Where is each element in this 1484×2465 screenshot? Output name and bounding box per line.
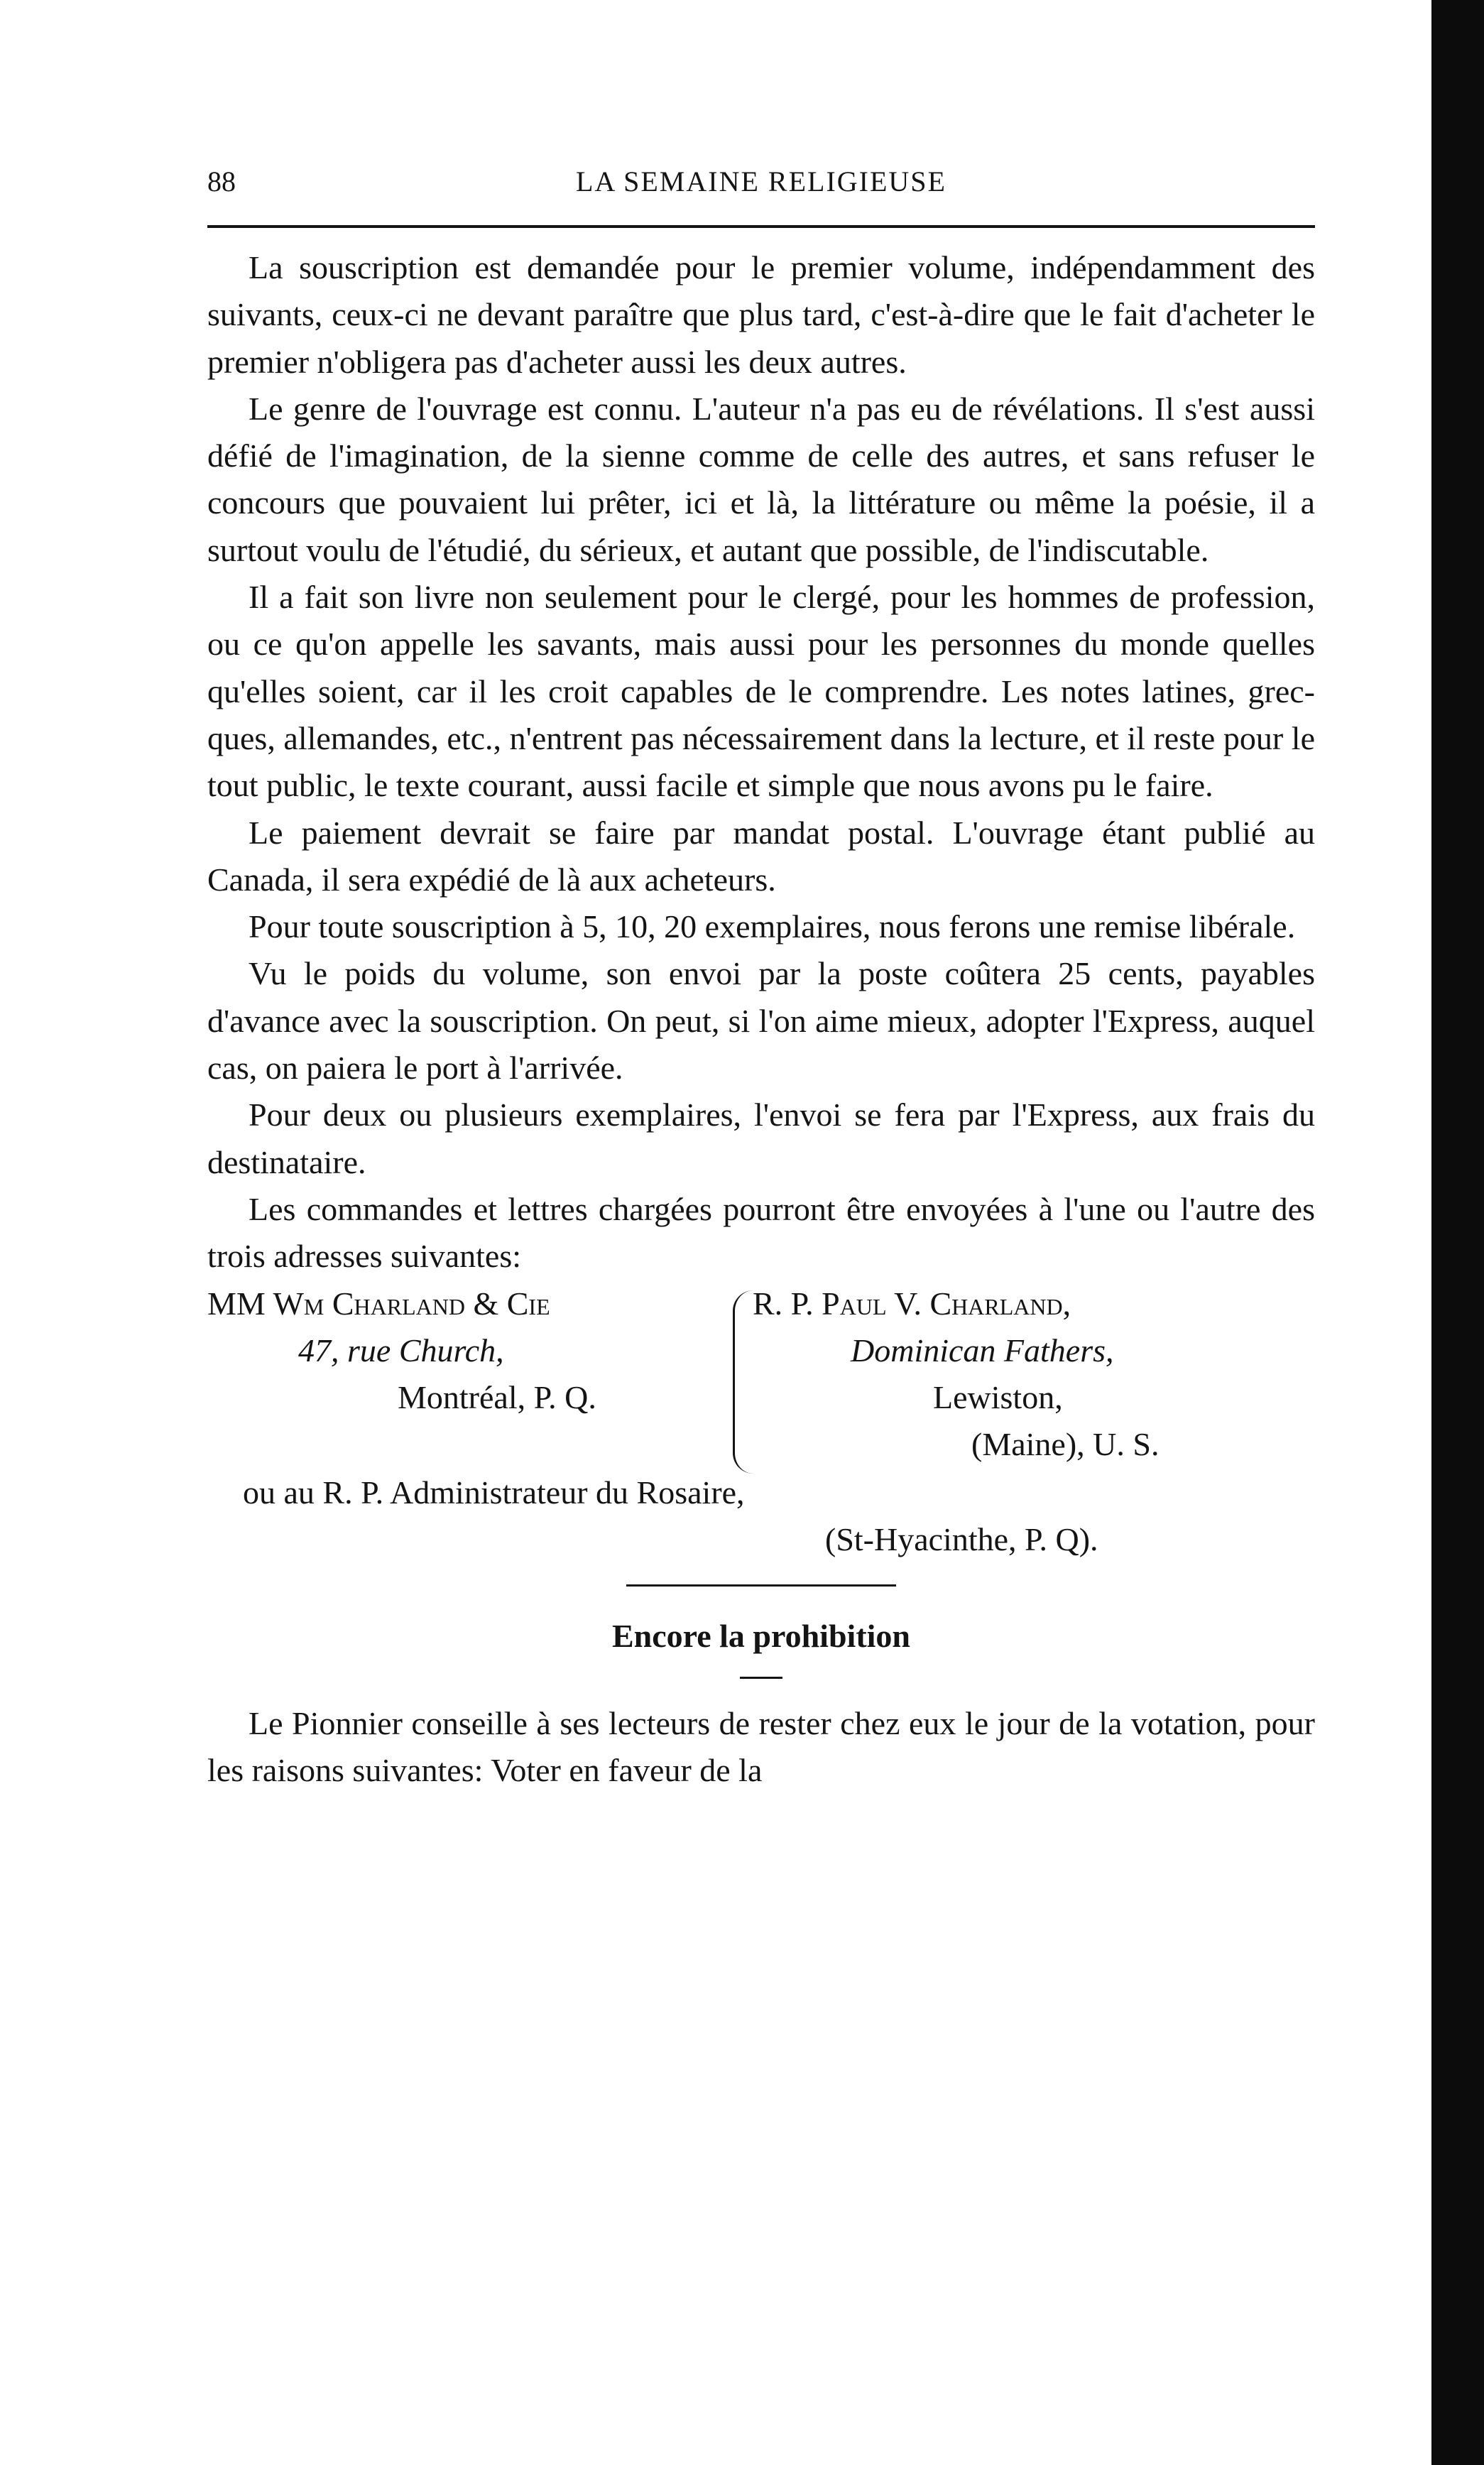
title-dash <box>740 1677 782 1679</box>
address-alt-line1: ou au R. P. Administrateur du Rosaire, <box>243 1474 745 1511</box>
address-right-line4: (Maine), U. S. <box>971 1425 1160 1462</box>
address-left-line3: Montréal, P. Q. <box>398 1378 596 1415</box>
address-block <box>207 1280 1315 1516</box>
page-body <box>207 244 1315 1794</box>
paragraph-bulk-discount: Pour toute souscription à 5, 10, 20 exemplaires, nous ferons une remise libérale. <box>249 908 1296 945</box>
address-left-line2: 47, rue Church, <box>298 1332 504 1368</box>
address-brace <box>733 1290 753 1474</box>
address-alt-line2: (St-Hyacinthe, P. Q). <box>825 1520 1098 1557</box>
address-alt-block <box>207 1516 1315 1566</box>
page-number: 88 <box>207 165 236 197</box>
running-title: LA SEMAINE RELIGIEUSE <box>576 165 946 197</box>
address-left-line1: MM Wm Charland & Cie <box>207 1285 550 1322</box>
header-rule <box>207 225 1315 228</box>
paragraph-genre: Le genre de l'ouvrage est connu. L'auteur n'a pas eu de révélations. Il s'est aussi défié de l'imagination, de la sienne comme de celle des autres, et sans refuser le concours que pouvaient lui prêter, ici et là, la littérature ou même la poésie, il a surtout voulu de l'étudié, du sérieux, et autant que possible, de l'indiscutable. <box>207 390 1315 568</box>
paragraph-payment: Le paiement devrait se faire par mandat postal. L'ouvrage étant publié au Canada, il sera expédié de là aux acheteurs. <box>207 814 1315 898</box>
section-separator <box>207 1566 1315 1604</box>
page-header <box>207 165 1315 207</box>
paragraph-subscription: La souscription est demandée pour le premier volume, indépendamment des suivants, ceux-ci ne devant paraître que plus tard, c'est-à-dire que le fait d'acheter le premier n'obligera pas d'acheter aussi les deux autres. <box>207 249 1315 380</box>
paragraph-audience: Il a fait son livre non seulement pour le clergé, pour les hommes de profession, ou ce qu'on appelle les savants, mais aussi pour les personnes du monde quelles qu'elles soient, car il les croit capables de le comprendre. Les notes latines, grecques, allemandes, etc., n'entrent pas nécessairement dans la lecture, et il reste pour le tout public, le texte courant, aussi facile et simple que nous avons pu le faire. <box>207 579 1315 804</box>
scan-binding-edge <box>1427 0 1484 2465</box>
address-right-line2: Dominican Fathers, <box>851 1332 1114 1368</box>
section-title: Encore la prohibition <box>611 1617 911 1654</box>
paragraph-orders: Les commandes et lettres chargées pourront être envoyées à l'une ou l'autre des trois adresses suivantes: <box>207 1190 1315 1275</box>
paragraph-express: Pour deux ou plusieurs exemplaires, l'envoi se fera par l'Express, aux frais du destinataire. <box>207 1097 1315 1180</box>
address-right-line3: Lewiston, <box>933 1378 1063 1415</box>
paragraph-postage: Vu le poids du volume, son envoi par la poste coûtera 25 cents, payables d'avance avec la souscription. On peut, si l'on aime mieux, adopter l'Express, auquel cas, on paiera le port à l'arrivée. <box>207 955 1315 1087</box>
paragraph-prohibition: Le Pionnier conseille à ses lecteurs de rester chez eux le jour de la votation, pour les raisons suivantes: Voter en faveur de la <box>207 1704 1315 1788</box>
address-right-line1: R. P. Paul V. Charland, <box>753 1285 1071 1322</box>
